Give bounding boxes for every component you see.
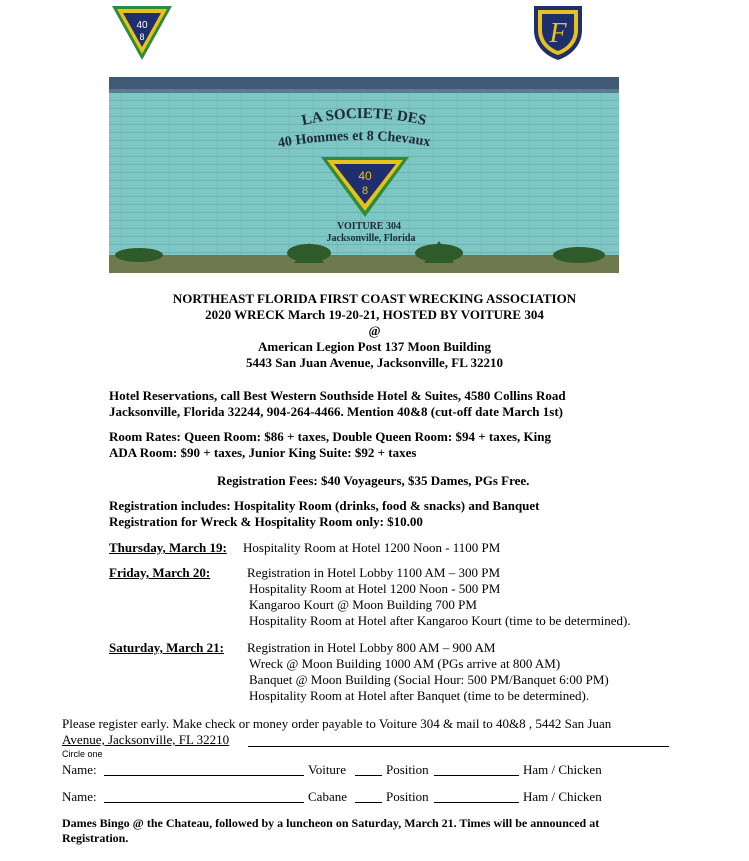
register-line-2 — [62, 732, 229, 748]
header-line-4: American Legion Post 137 Moon Building — [258, 339, 491, 354]
includes-line-2: Registration for Wreck & Hospitality Room only: $10.00 — [109, 514, 423, 529]
header-line-1: NORTHEAST FLORIDA FIRST COAST WRECKING ASSOCIATION — [172, 291, 577, 306]
saturday-item: Banquet @ Moon Building (Social Hour: 500 PM/Banquet 6:00 PM) — [249, 672, 609, 687]
name-field[interactable] — [104, 802, 304, 803]
address-underline — [248, 746, 669, 747]
register-address: Avenue, Jacksonville, FL 32210 — [62, 732, 230, 747]
banner-emblem-40: 40 — [358, 169, 372, 183]
saturday-item: Wreck @ Moon Building 1000 AM (PGs arrive at 800 AM) — [249, 656, 561, 671]
saturday-item: Hospitality Room at Hotel after Banquet (time to be determined). — [249, 688, 590, 703]
position-field[interactable] — [434, 775, 519, 776]
meal-choice[interactable]: Ham / Chicken — [523, 762, 602, 777]
position-label: Position — [386, 762, 429, 777]
thursday-label: Thursday, March 19: — [109, 540, 227, 555]
forty-and-eight-logo — [110, 4, 174, 67]
name-label: Name: — [62, 789, 97, 804]
logo-left-8: 8 — [139, 32, 145, 42]
friday-item: Kangaroo Kourt @ Moon Building 700 PM — [249, 597, 477, 612]
friday-label: Friday, March 20: — [109, 565, 211, 580]
position-label: Position — [386, 789, 429, 804]
cabane-label: Cabane — [308, 789, 347, 804]
header-line-5: 5443 San Juan Avenue, Jacksonville, FL 32210 — [246, 355, 503, 370]
banner-voiture: VOITURE 304 — [337, 221, 401, 232]
cabane-field[interactable] — [355, 802, 382, 803]
banner-city: Jacksonville, Florida — [326, 233, 416, 244]
circle-one-note: Circle one — [62, 749, 103, 759]
friday-item: Registration in Hotel Lobby 1100 AM – 300 PM — [247, 565, 501, 580]
includes-line-1: Registration includes: Hospitality Room (drinks, food & snacks) and Banquet — [109, 498, 540, 513]
banner-arc-line1: LA SOCIETE DES — [300, 105, 428, 130]
dames-line-2: Registration. — [62, 831, 129, 845]
register-line-1: Please register early. Make check or money order payable to Voiture 304 & mail to 40&8 , 5442 San Juan — [62, 716, 612, 731]
hotel-line-1: Hotel Reservations, call Best Western Southside Hotel & Suites, 4580 Collins Road — [109, 388, 566, 403]
registration-fees: Registration Fees: $40 Voyageurs, $35 Dames, PGs Free. — [217, 473, 530, 488]
position-field[interactable] — [434, 802, 519, 803]
thursday-item: Hospitality Room at Hotel 1200 Noon - 1100 PM — [243, 540, 501, 555]
header-line-2: 2020 WRECK March 19-20-21, HOSTED BY VOITURE 304 — [205, 307, 544, 322]
dames-line-1: Dames Bingo @ the Chateau, followed by a luncheon on Saturday, March 21. Times will be announced at — [62, 816, 600, 830]
rates-line-2: ADA Room: $90 + taxes, Junior King Suite: $92 + taxes — [109, 445, 417, 460]
form-row-1 — [62, 762, 97, 778]
saturday-item: Registration in Hotel Lobby 800 AM – 900 AM — [247, 640, 496, 655]
voiture-label: Voiture — [308, 762, 347, 777]
svg-text:F: F — [549, 18, 567, 49]
name-field[interactable] — [104, 775, 304, 776]
name-label: Name: — [62, 762, 97, 777]
shield-f-logo — [530, 4, 586, 67]
banner-emblem-8: 8 — [361, 185, 369, 197]
voiture-wall-photo — [109, 77, 619, 273]
voiture-field[interactable] — [355, 775, 382, 776]
logo-left-40: 40 — [136, 20, 148, 31]
header-line-3: @ — [368, 323, 381, 338]
friday-item: Hospitality Room at Hotel after Kangaroo Kourt (time to be determined). — [249, 613, 631, 628]
hotel-line-2: Jacksonville, Florida 32244, 904-264-4466. Mention 40&8 (cut-off date March 1st) — [109, 404, 563, 419]
meal-choice[interactable]: Ham / Chicken — [523, 789, 602, 804]
saturday-label: Saturday, March 21: — [109, 640, 224, 655]
friday-item: Hospitality Room at Hotel 1200 Noon - 500 PM — [249, 581, 501, 596]
form-row-2 — [62, 789, 97, 805]
banner-arc-line2: 40 Hommes et 8 Chevaux — [276, 128, 432, 152]
rates-line-1: Room Rates: Queen Room: $86 + taxes, Double Queen Room: $94 + taxes, King — [109, 429, 551, 444]
